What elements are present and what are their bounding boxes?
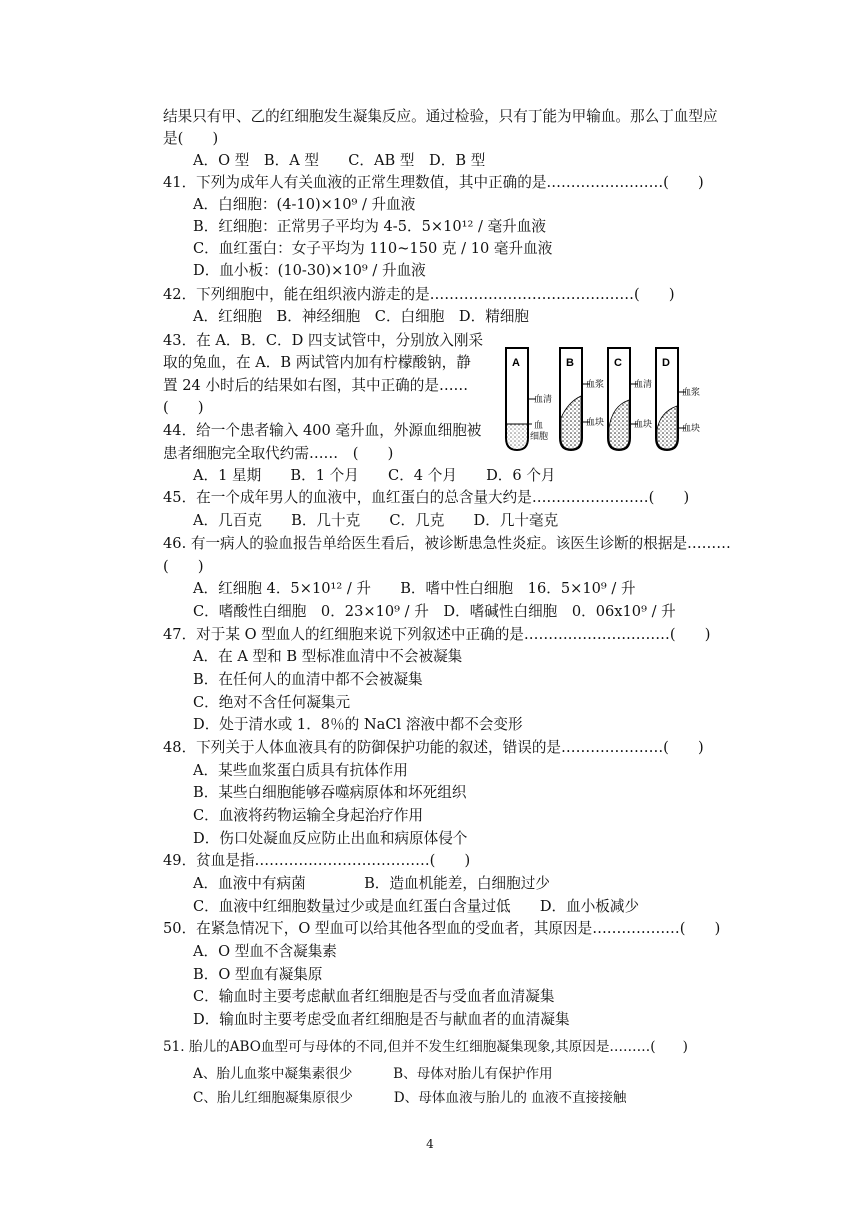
text-line: A．1 星期 B．1 个月 C．4 个月 D．6 个月 [193,467,556,484]
text-line: B．在任何人的血清中都不会被凝集 [193,671,423,688]
text-line: D．处于清水或 1．8％的 NaCl 溶液中都不会变形 [193,716,523,733]
text-line: A．O 型血不含凝集素 [193,943,337,960]
text-line: A．红细胞 4．5×10¹² / 升 B．嗜中性白细胞 16．5×10⁹ / 升 [193,580,636,597]
text-line: D．伤口处凝血反应防止出血和病原体侵个 [193,830,468,847]
test-tube-figure [498,344,746,456]
tube-lower-label-2: 细胞 [530,432,549,442]
text-line: 51. 胎儿的ABO血型可与母体的不同,但并不发生红细胞凝集现象,其原因是………( ) [163,1039,688,1055]
text-line: 47．对于某 O 型血人的红细胞来说下列叙述中正确的是…………………………( ) [163,626,711,643]
tube-a [506,348,552,450]
tube-letter: D [662,357,670,369]
page-number: 4 [426,1137,434,1151]
tube-letter: A [512,357,520,369]
text-line: 42．下列细胞中，能在组织液内游走的是……………………………………( ) [163,286,675,303]
text-line: 结果只有甲、乙的红细胞发生凝集反应。通过检验，只有丁能为甲输血。那么丁血型应 [163,108,718,125]
text-line: C．血液中红细胞数量过少或是血红蛋白含量过低 D．血小板减少 [193,898,640,915]
text-line: B．O 型血有凝集原 [193,966,323,983]
text-line: C、胎儿红细胞凝集原很少 D、母体血液与胎儿的 血液不直接接触 [193,1090,627,1106]
tube-upper-label: 血清 [534,395,553,405]
text-line: A．某些血浆蛋白质具有抗体作用 [193,762,408,779]
tube-upper-label: 血清 [634,380,653,390]
tube-upper-label: 血浆 [682,388,701,398]
text-line: ( ) [163,558,204,575]
text-line: 置 24 小时后的结果如右图，其中正确的是…… [163,377,469,394]
text-line: A．红细胞 B．神经细胞 C．白细胞 D．精细胞 [193,308,530,325]
tube-letter: B [566,357,574,369]
text-line: C．血液将药物运输全身起治疗作用 [193,807,424,824]
text-line: A、胎儿血浆中凝集素很少 B、母体对胎儿有保护作用 [193,1066,553,1082]
text-line: ( ) [163,399,204,416]
text-line: 46. 有一病人的验血报告单给医生看后，被诊断患急性炎症。该医生诊断的根据是……… [163,535,731,552]
text-line: C．绝对不含任何凝集元 [193,694,351,711]
text-line: B．某些白细胞能够吞噬病原体和坏死组织 [193,784,467,801]
tube-d [656,348,700,450]
text-line: 48．下列关于人体血液具有的防御保护功能的叙述，错误的是…………………( ) [163,739,704,756]
text-line: 45．在一个成年男人的血液中，血红蛋白的总含量大约是……………………( ) [163,489,690,506]
tube-letter: C [614,357,622,369]
text-line: 是( ) [163,130,219,147]
text-line: 41．下列为成年人有关血液的正常生理数值，其中正确的是……………………( ) [163,174,704,191]
tube-b [560,348,604,450]
tube-lower-label: 血块 [682,424,701,434]
text-line: D．血小板：(10-30)×10⁹ / 升血液 [193,262,426,279]
text-line: C．嗜酸性白细胞 0．23×10⁹ / 升 D．嗜碱性白细胞 0．06x10⁹ / 升 [193,603,676,620]
tube-lower-label: 血块 [634,420,653,430]
tube-c [608,348,652,450]
text-line: 50．在紧急情况下，O 型血可以给其他各型血的受血者，其原因是………………( ) [163,920,721,937]
text-line: A．血液中有病菌 B．造血机能差，白细胞过少 [193,875,550,892]
tube-upper-label: 血浆 [586,380,605,390]
text-line: C．血红蛋白：女子平均为 110~150 克 / 10 毫升血液 [193,240,553,257]
tube-lower-label: 血块 [586,418,605,428]
text-line: 49．贫血是指………………………………( ) [163,852,471,869]
text-line: A．O 型 B．A 型 C．AB 型 D．B 型 [193,152,486,169]
text-line: A．几百克 B．几十克 C．几克 D．几十毫克 [193,512,559,529]
text-line: 取的兔血，在 A．B 两试管内加有柠檬酸钠，静 [163,354,471,371]
text-line: C．输血时主要考虑献血者红细胞是否与受血者血清凝集 [193,988,555,1005]
text-line: B．红细胞：正常男子平均为 4-5．5×10¹² / 毫升血液 [193,218,546,235]
text-line: 43．在 A．B．C．D 四支试管中，分别放入刚采 [163,332,484,349]
text-line: A．在 A 型和 B 型标准血清中不会被凝集 [193,648,463,665]
tube-lower-label-1: 血 [534,421,544,431]
text-line: A．白细胞：(4-10)×10⁹ / 升血液 [193,196,416,213]
text-line: D．输血时主要考虑受血者红细胞是否与献血者的血清凝集 [193,1011,570,1028]
text-line: 患者细胞完全取代约需…… ( ) [163,445,394,462]
text-line: 44．给一个患者输入 400 毫升血，外源血细胞被 [163,422,482,439]
